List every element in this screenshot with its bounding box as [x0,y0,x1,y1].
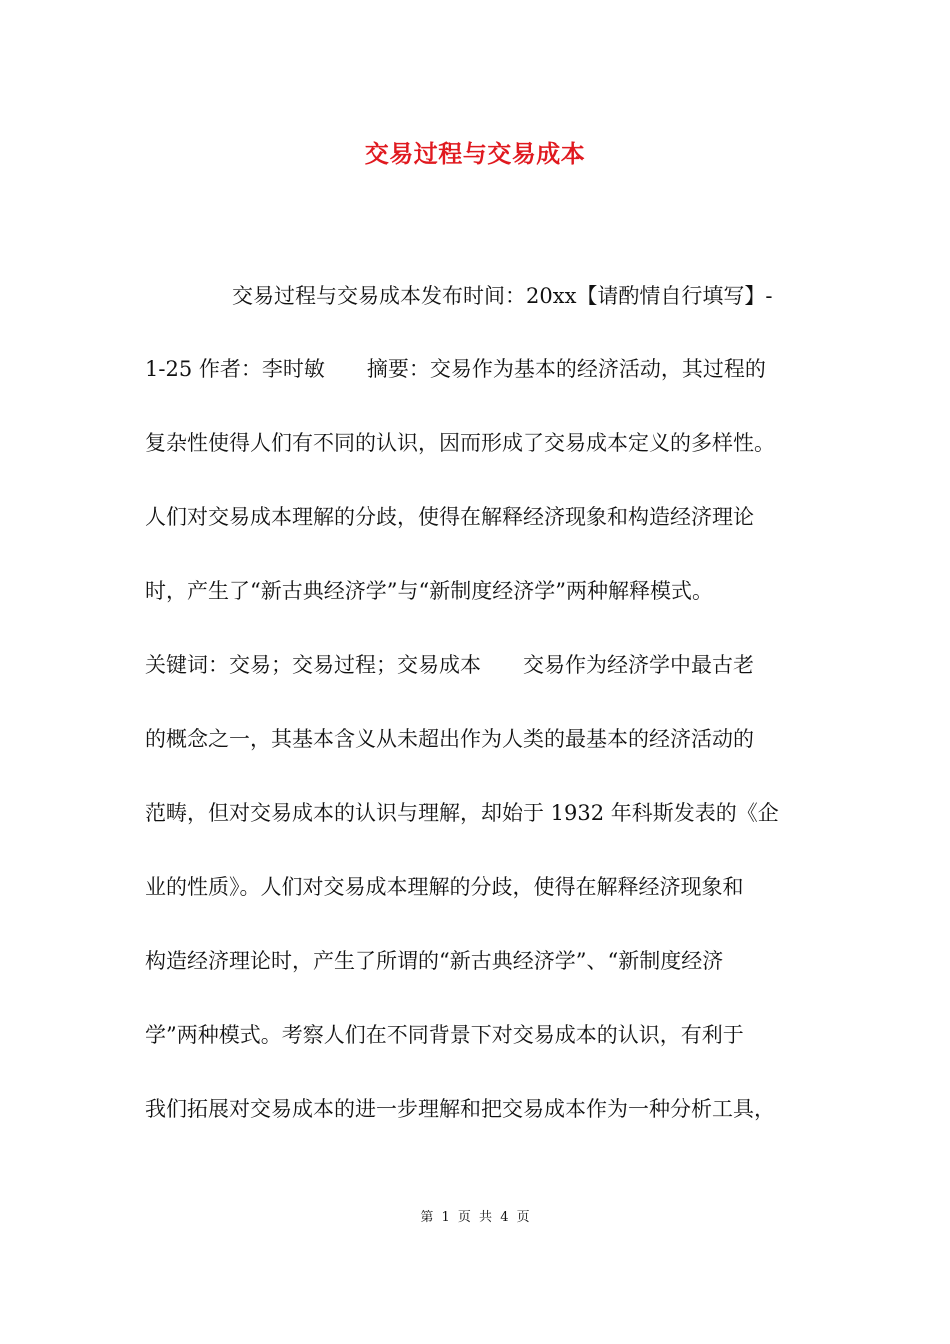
body-line: 时，产生了“新古典经济学”与“新制度经济学”两种解释模式。 [145,579,713,603]
body-line: 业的性质》。人们对交易成本理解的分歧，使得在解释经济现象和 [145,875,744,899]
body-line: 复杂性使得人们有不同的认识，因而形成了交易成本定义的多样性。 [145,431,775,455]
body-line: 人们对交易成本理解的分歧，使得在解释经济现象和构造经济理论 [145,505,754,529]
body-line: 我们拓展对交易成本的进一步理解和把交易成本作为一种分析工具， [145,1097,775,1121]
body-line: 关键词：交易；交易过程；交易成本 交易作为经济学中最古老 [145,653,754,677]
body-line: 学”两种模式。考察人们在不同背景下对交易成本的认识，有利于 [145,1023,744,1047]
page-number-footer: 第 1 页 共 4 页 [420,1210,530,1225]
body-line: 交易过程与交易成本发布时间：20xx【请酌情自行填写】- [232,284,773,308]
body-line: 的概念之一，其基本含义从未超出作为人类的最基本的经济活动的 [145,727,754,751]
body-line: 范畴，但对交易成本的认识与理解，却始于 1932 年科斯发表的《企 [145,801,779,825]
document-title: 交易过程与交易成本 [364,139,586,168]
body-line: 构造经济理论时，产生了所谓的“新古典经济学”、“新制度经济 [145,949,724,973]
body-line: 1-25 作者：李时敏 摘要：交易作为基本的经济活动，其过程的 [145,357,766,381]
